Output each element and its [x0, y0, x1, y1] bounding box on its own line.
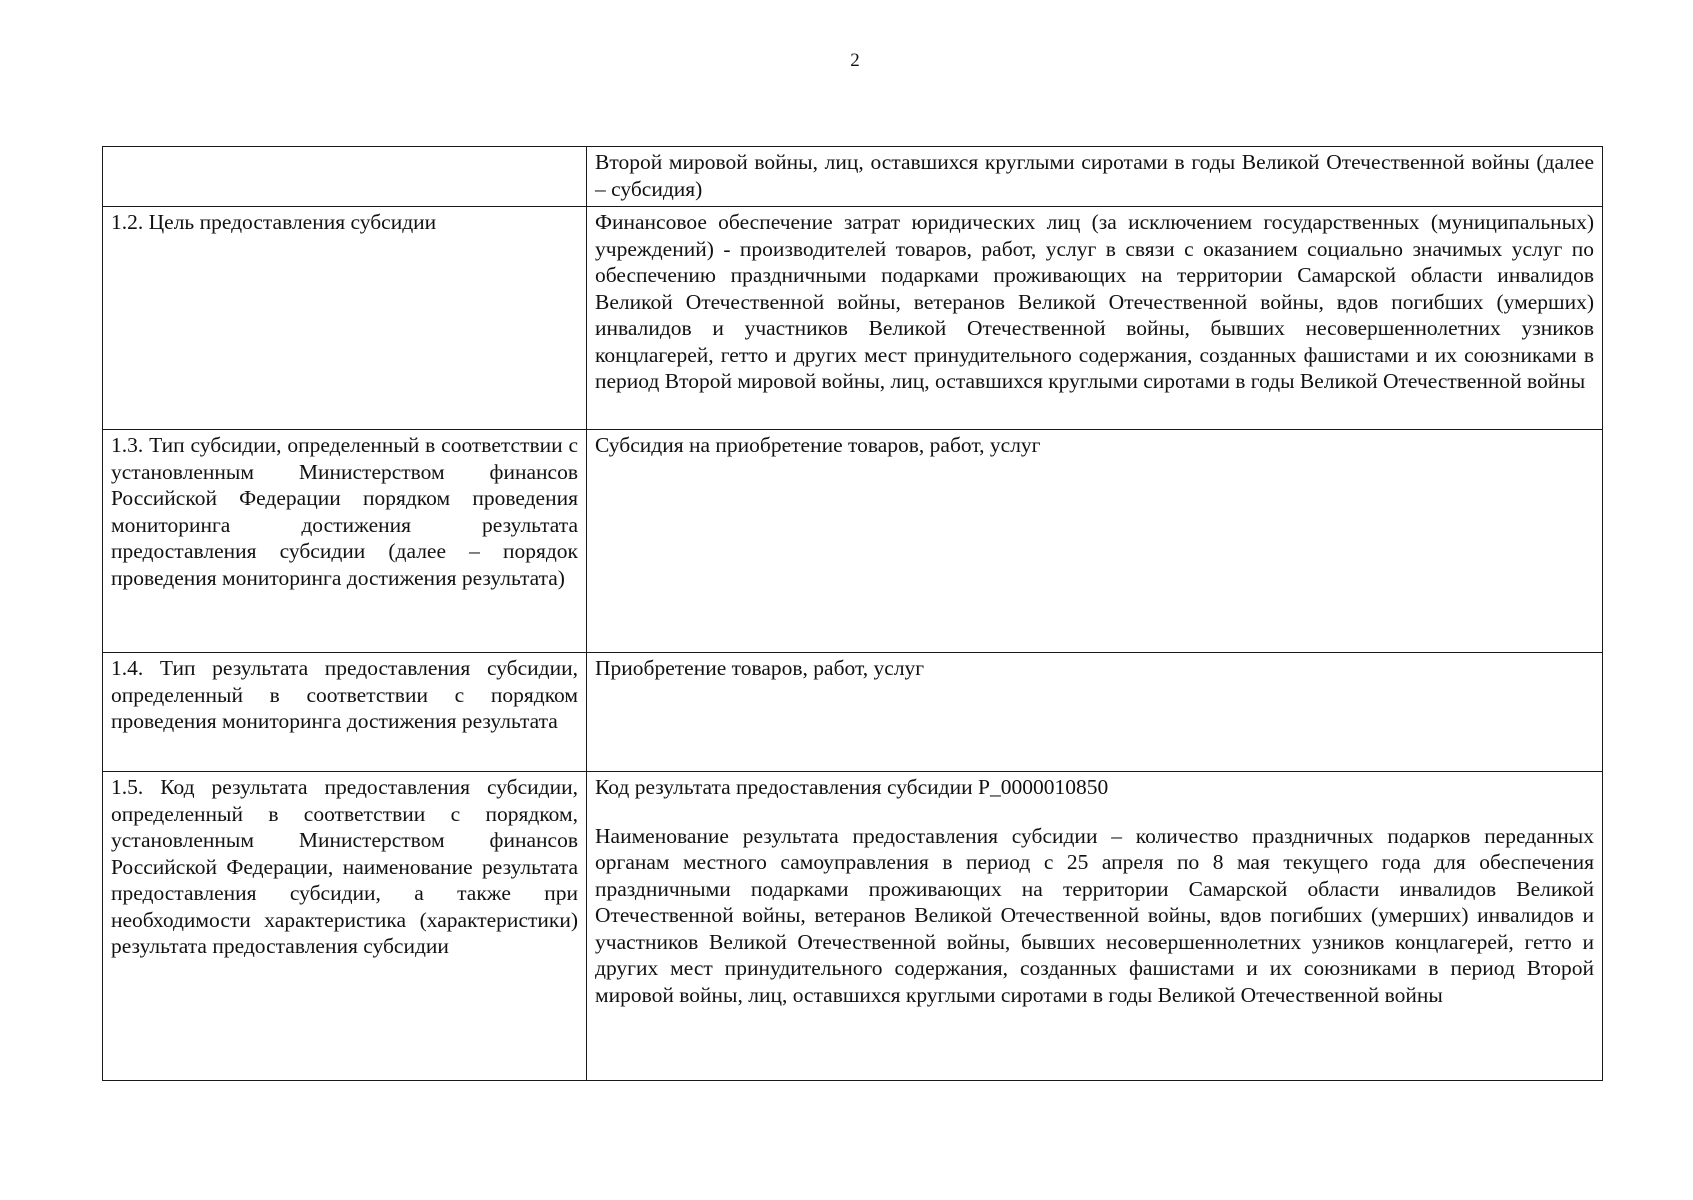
table-row [103, 430, 1603, 653]
table-row [103, 147, 1603, 207]
row-label-cell: 1.5. Код результата предоставления субсидии, определенный в соответствии с порядком, установленным Министерством финансов Российской Федерации, наименование результата предоставления субсидии, а также при необходимости характеристика (характеристики) результата предоставления субсидии [103, 772, 587, 1081]
row-content-cell: Финансовое обеспечение затрат юридических лиц (за исключением государственных (муниципальных) учреждений) - производителей товаров, работ, услуг в связи с оказанием социально значимых услуг по обеспечению праздничными подарками проживающих на территории Самарской области инвалидов Великой Отечественной войны, ветеранов Великой Отечественной войны, вдов погибших (умерших) инвалидов и участников Великой Отечественной войны, бывших несовершеннолетних узников концлагерей, гетто и других мест принудительного содержания, созданных фашистами и их союзниками в период Второй мировой войны, лиц, оставшихся круглыми сиротами в годы Великой Отечественной войны [587, 207, 1603, 430]
table-row [103, 653, 1603, 772]
subsidy-parameters-table [102, 146, 1603, 1081]
row-label-cell: 1.4. Тип результата предоставления субсидии, определенный в соответствии с порядком проведения мониторинга достижения результата [103, 653, 587, 772]
row-content-cell: Субсидия на приобретение товаров, работ, услуг [587, 430, 1603, 653]
result-name-text: Наименование результата предоставления субсидии – количество праздничных подарков переданных органам местного самоуправления в период с 25 апреля по 8 мая текущего года для обеспечения праздничными подарками проживающих на территории Самарской области инвалидов Великой Отечественной войны, ветеранов Великой Отечественной войны, вдов погибших (умерших) инвалидов и участников Великой Отечественной войны, бывших несовершеннолетних узников концлагерей, гетто и других мест принудительного содержания, созданных фашистами и их союзниками в период Второй мировой войны, лиц, оставшихся круглыми сиротами в годы Великой Отечественной войны [595, 823, 1594, 1007]
row-label-cell: 1.2. Цель предоставления субсидии [103, 207, 587, 430]
row-content-cell: Второй мировой войны, лиц, оставшихся круглыми сиротами в годы Великой Отечественной войны (далее – субсидия) [587, 147, 1603, 207]
result-code-text: Код результата предоставления субсидии Р_0000010850 [595, 775, 1109, 799]
table-row [103, 207, 1603, 430]
paragraph-gap [595, 801, 1594, 823]
page-number: 2 [850, 50, 860, 71]
row-content-cell: Приобретение товаров, работ, услуг [587, 653, 1603, 772]
table-row [103, 772, 1603, 1081]
row-label-cell [103, 147, 587, 207]
row-label-cell: 1.3. Тип субсидии, определенный в соответствии с установленным Министерством финансов Российской Федерации порядком проведения мониторинга достижения результата предоставления субсидии (далее – порядок проведения мониторинга достижения результата) [103, 430, 587, 653]
row-content-cell [587, 772, 1603, 1081]
